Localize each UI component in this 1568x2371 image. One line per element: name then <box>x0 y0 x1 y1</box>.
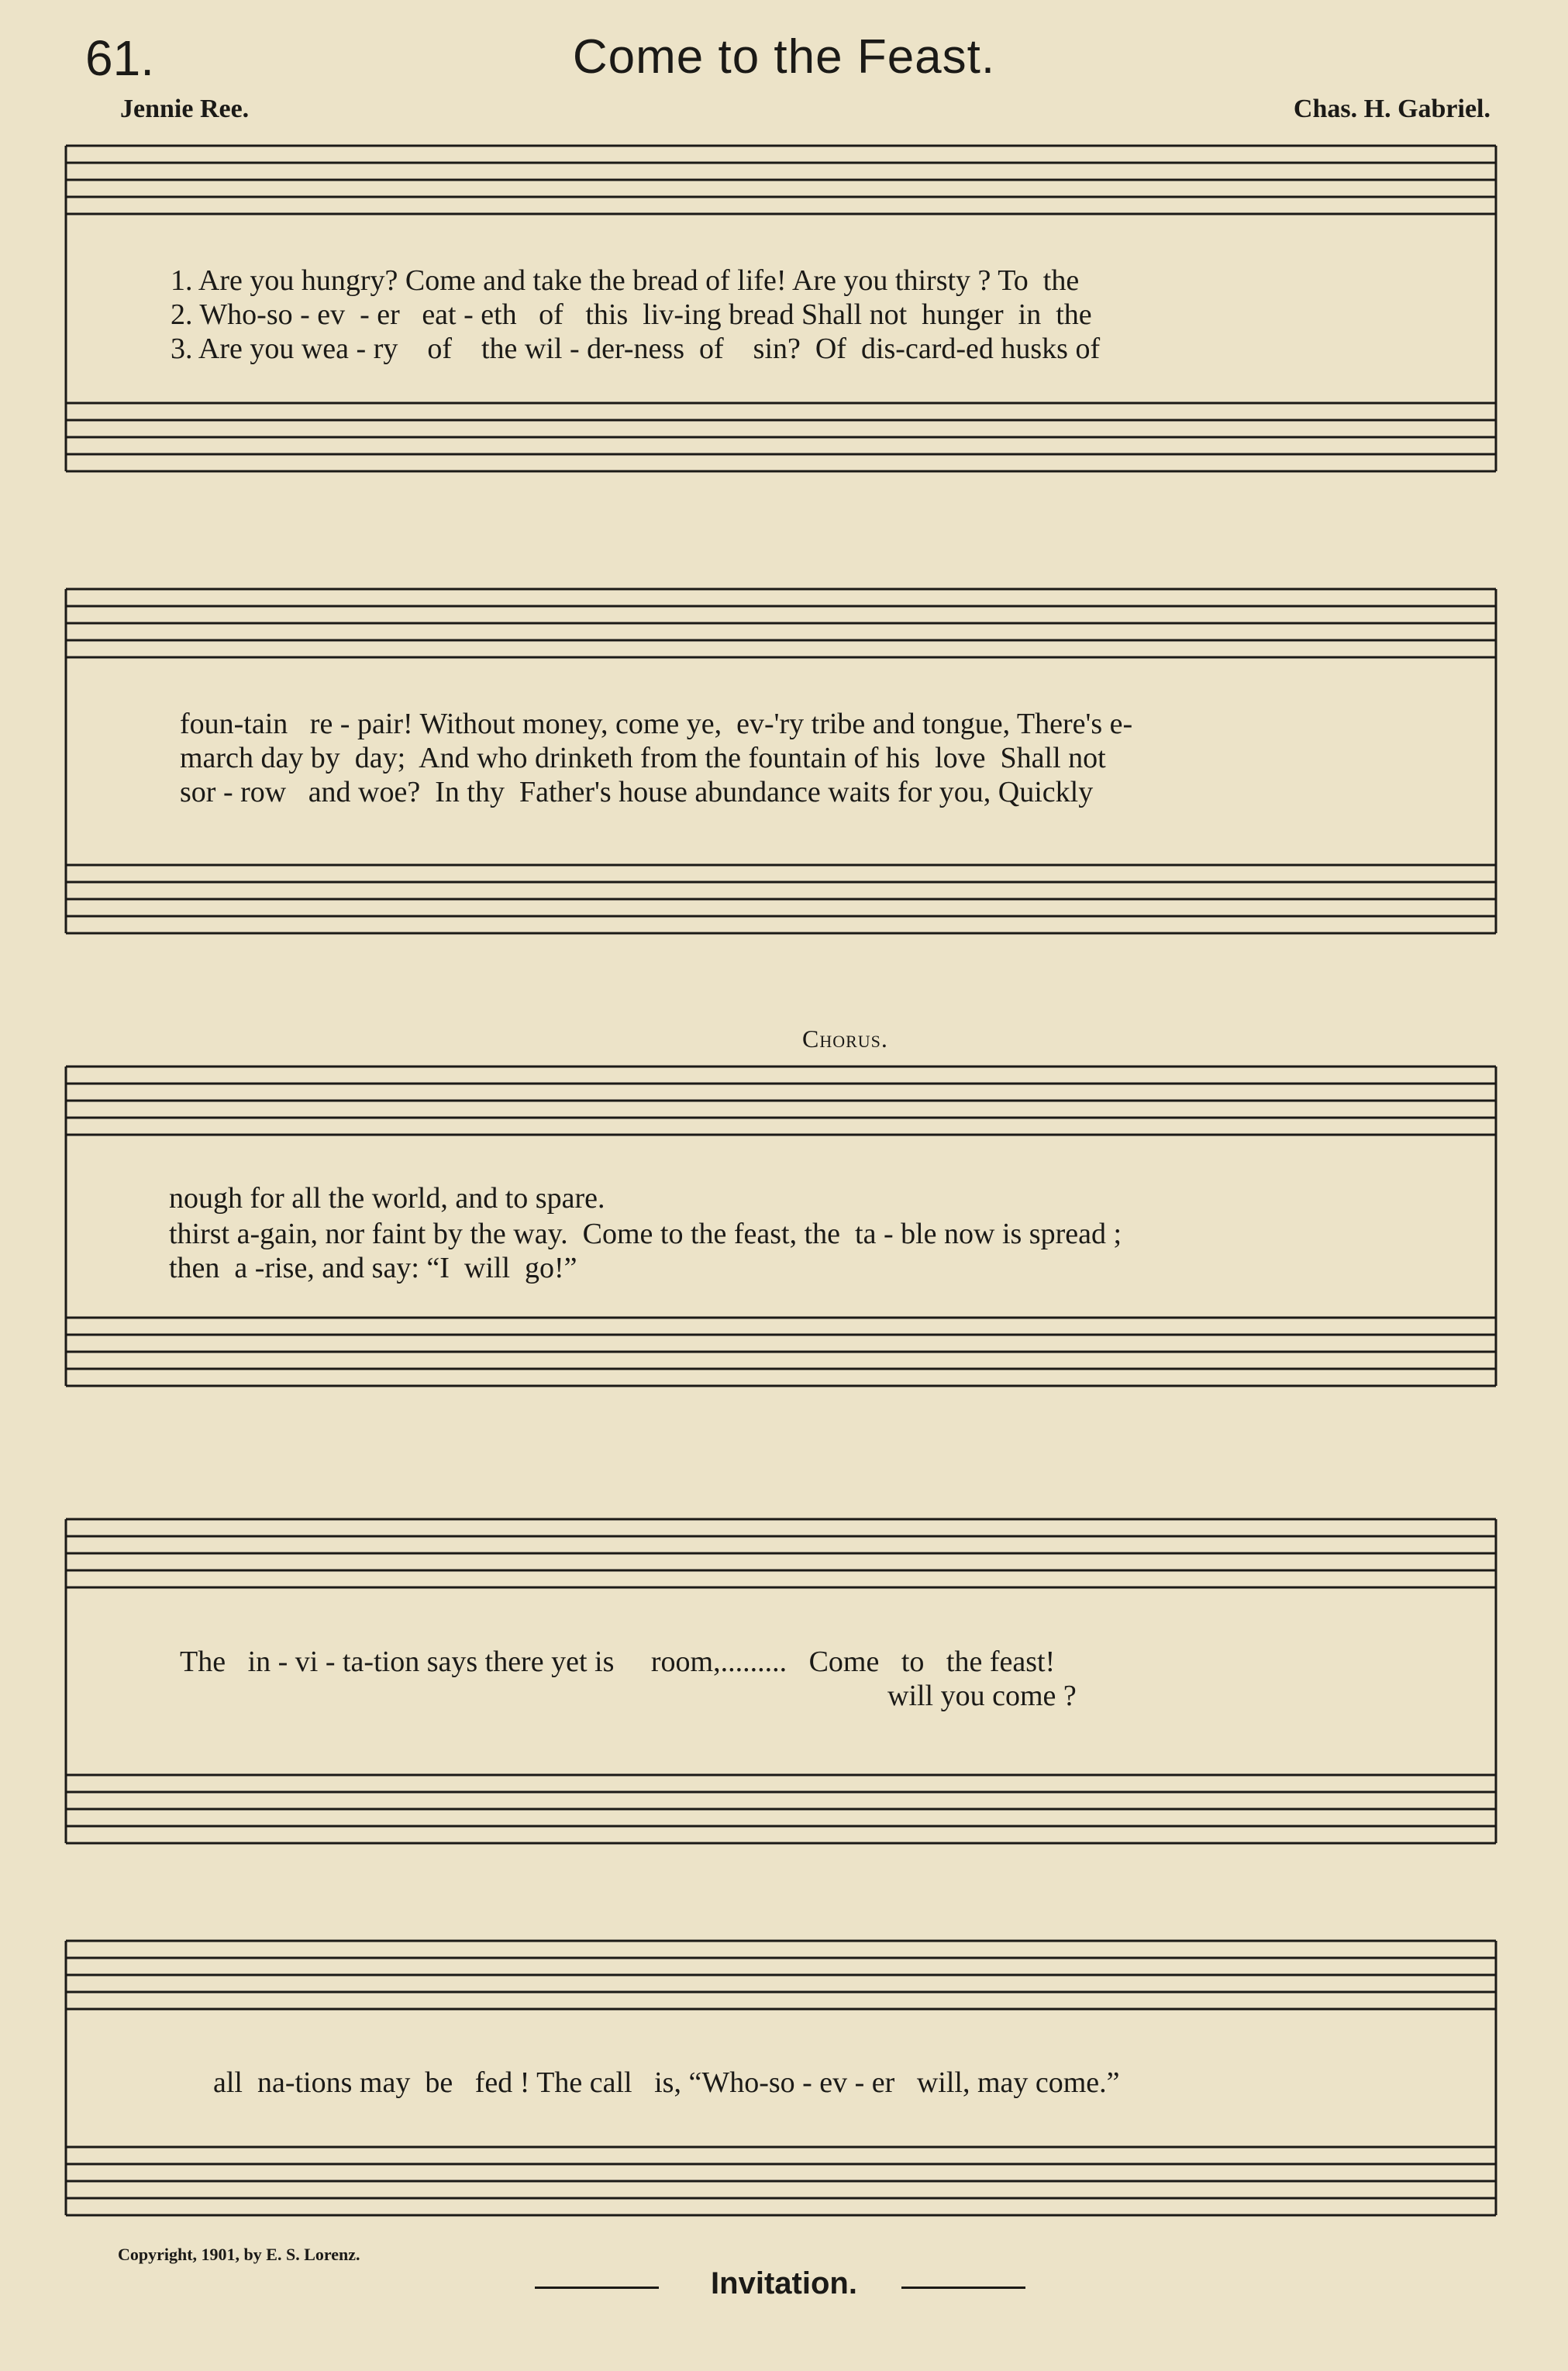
system-2-verse-2: march day by day; And who drinketh from the fountain of his love Shall not <box>180 742 1106 774</box>
system-3-verse-2: thirst a-gain, nor faint by the way. Come to the feast, the ta - ble now is spread ; <box>169 1218 1122 1250</box>
chorus-label: Chorus. <box>802 1025 888 1053</box>
system-2-verse-3: sor - row and woe? In thy Father's house abundance waits for you, Quickly <box>180 776 1094 808</box>
category-rule-left <box>535 2287 659 2289</box>
lyricist-credit: Jennie Ree. <box>120 95 250 123</box>
hymn-title: Come to the Feast. <box>572 30 996 84</box>
system-4-chorus-line: The in - vi - ta-tion says there yet is room,......... Come to the feast! <box>180 1646 1056 1678</box>
composer-credit: Chas. H. Gabriel. <box>1293 95 1490 123</box>
hymn-number: 61. <box>85 30 154 86</box>
hymn-category: Invitation. <box>711 2266 857 2300</box>
system-1-verse-3: 3. Are you wea - ry of the wil - der-ness of sin? Of dis-card-ed husks of <box>171 333 1101 365</box>
system-1-verse-2: 2. Who-so - ev - er eat - eth of this liv-ing bread Shall not hunger in the <box>171 298 1092 331</box>
copyright-notice: Copyright, 1901, by E. S. Lorenz. <box>118 2245 360 2264</box>
category-rule-right <box>901 2287 1025 2289</box>
system-3-verse-3: then a -rise, and say: “I will go!” <box>169 1252 577 1284</box>
system-5-chorus-line: all na-tions may be fed ! The call is, “Who-so - ev - er will, may come.” <box>213 2066 1120 2099</box>
system-4-echo-line: will you come ? <box>887 1680 1077 1712</box>
system-3-verse-1: nough for all the world, and to spare. <box>169 1182 605 1215</box>
system-1-verse-1: 1. Are you hungry? Come and take the bread of life! Are you thirsty ? To the <box>171 264 1080 297</box>
system-2-verse-1: foun-tain re - pair! Without money, come ye, ev-'ry tribe and tongue, There's e- <box>180 708 1133 740</box>
